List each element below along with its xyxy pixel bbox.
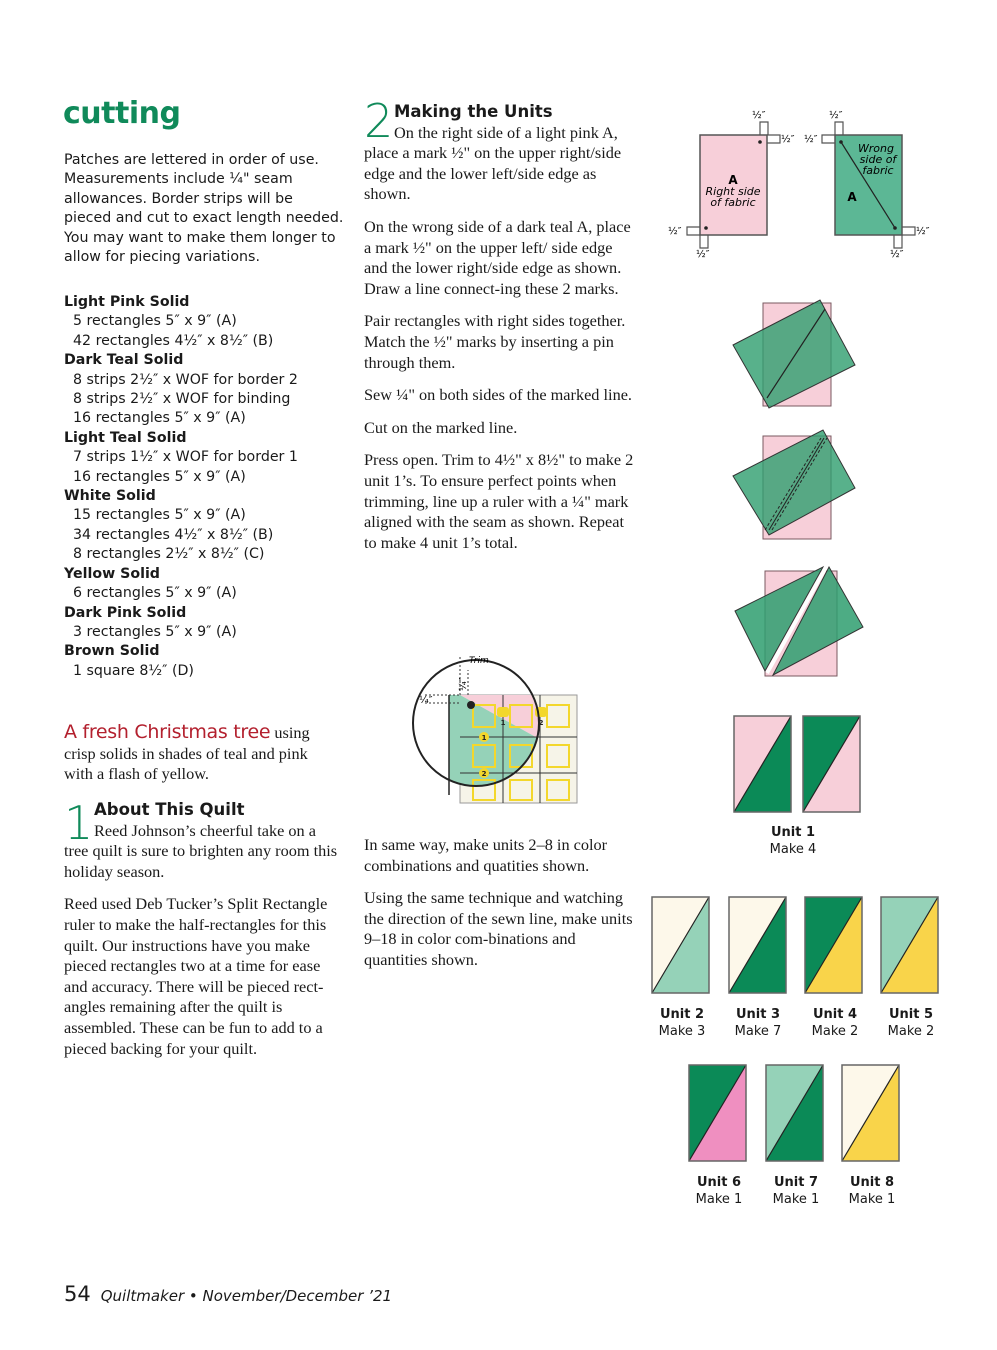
step-paragraph: Sew ¼" on both sides of the marked line. — [364, 385, 633, 405]
unit-caption — [795, 1006, 875, 1040]
right-side-label: of fabric — [710, 196, 756, 209]
unit-name: Unit 8 — [849, 1175, 895, 1190]
unit-8-block — [842, 1065, 899, 1161]
fabric-item: 42 rectangles 4½″ x 8½″ (B) — [73, 332, 274, 349]
pink-letter: A — [728, 173, 738, 187]
wrong-side-label: side of — [859, 153, 897, 166]
cutting-intro: Patches are lettered in order of use. Measurements include ¼" seam allowances. Border strips will be pieced and cut to exact length needed. You may want to make them longer to allow for piecing variations. — [64, 152, 344, 266]
unit-4-block — [805, 897, 862, 993]
unit-quantity: Make 2 — [887, 1024, 935, 1039]
step-paragraph: On the wrong side of a dark teal A, place a mark ½" on the upper left/ side edge and the lower right/side edge as shown. Draw a line connect-ing these 2 marks. — [364, 216, 631, 298]
unit-name: Unit 1 — [770, 825, 816, 840]
unit-quantity: Make 1 — [772, 1192, 820, 1207]
unit-quantity: Make 1 — [848, 1192, 896, 1207]
fabric-item: 8 strips 2½″ x WOF for border 2 — [73, 371, 298, 388]
fabric-name: Yellow Solid — [64, 565, 160, 582]
half-inch-label: ½″ — [829, 110, 843, 121]
half-inch-label: ½″ — [804, 134, 818, 145]
unit-caption — [679, 1174, 759, 1208]
unit-caption — [871, 1006, 951, 1040]
fabric-item: 8 strips 2½″ x WOF for binding — [73, 391, 291, 408]
teal-letter: A — [847, 190, 857, 204]
ruler-mark: 1 — [481, 734, 487, 742]
fabric-item: 6 rectangles 5″ x 9″ (A) — [73, 585, 237, 602]
wrong-side-label: Wrong — [858, 142, 894, 155]
unit-5-block — [881, 897, 938, 993]
fabric-name: Dark Pink Solid — [64, 604, 187, 621]
fabric-item: 8 rectangles 2½″ x 8½″ (C) — [73, 546, 265, 563]
fabric-name: Light Teal Solid — [64, 429, 187, 446]
step-paragraph: On the right side of a light pink A, place a mark ½" on the upper right/side edge and the lower left/side edge as shown. — [364, 122, 622, 204]
half-inch-label: ½″ — [916, 226, 930, 237]
trim-label: Trim — [469, 656, 489, 666]
unit-name: Unit 4 — [812, 1007, 858, 1022]
unit-1a-block — [734, 716, 791, 812]
ruler-mark: 1 — [500, 719, 506, 727]
half-inch-label: ½″ — [890, 249, 904, 260]
unit-name: Unit 3 — [735, 1007, 781, 1022]
step-paragraph: Press open. Trim to 4½" x 8½" to make 2 unit 1’s. To ensure perfect points when trimming, line up a ruler with a ¼" mark aligned with the seam as shown. Repeat to make 4 unit 1’s total. — [364, 450, 634, 552]
intro-lead: A fresh Christmas tree — [64, 721, 271, 743]
cutting-heading: cutting — [63, 96, 181, 131]
unit-quantity: Make 3 — [658, 1024, 706, 1039]
page-footer — [64, 1282, 392, 1306]
step-paragraph: Using the same technique and watching the direction of the sewn line, make units 9–18 in color com-binations and quantities shown. — [364, 888, 633, 969]
unit-quantity: Make 4 — [769, 842, 817, 857]
step-paragraph: Reed Johnson’s cheerful take on a tree quilt is sure to brighten any room this holiday season. — [64, 820, 338, 881]
half-inch-label: ½″ — [696, 249, 710, 260]
ruler-mark: 2 — [538, 719, 544, 727]
fabric-name: Brown Solid — [64, 643, 160, 660]
page-number: 54 — [64, 1282, 91, 1306]
fabric-name: Dark Teal Solid — [64, 352, 184, 369]
publication-info: Quiltmaker • November/December ’21 — [100, 1287, 393, 1305]
unit-name: Unit 6 — [696, 1175, 742, 1190]
fabric-item: 7 strips 1½″ x WOF for border 1 — [73, 449, 298, 466]
step-paragraph: Pair rectangles with right sides together. Match the ½" marks by inserting a pin through them. — [364, 311, 626, 372]
step-number: 2 — [364, 94, 394, 148]
unit-caption — [642, 1006, 722, 1040]
unit-3-block — [729, 897, 786, 993]
fabric-item: 5 rectangles 5″ x 9″ (A) — [73, 313, 237, 330]
wrong-side-label: fabric — [862, 164, 894, 177]
unit-caption — [718, 1006, 798, 1040]
fabric-item: 16 rectangles 5″ x 9″ (A) — [73, 410, 246, 427]
fabric-item: 16 rectangles 5″ x 9″ (A) — [73, 468, 246, 485]
unit-1b-block — [803, 716, 860, 812]
step-paragraph: In same way, make units 2–8 in color combinations and quatities shown. — [364, 835, 608, 875]
step-paragraph: Reed used Deb Tucker’s Split Rectangle ruler to make the half-rectangles for this quilt. Our instructions have you make pieced rectangles two at a time for ease and accuracy. There will be pieced rect-angles remaining after the quilt is assembled. These can be fun to add to a pieced backing for your quilt. — [64, 894, 328, 1058]
half-inch-label: ½″ — [668, 226, 682, 237]
unit-quantity: Make 2 — [811, 1024, 859, 1039]
unit-name: Unit 2 — [659, 1007, 705, 1022]
unit-7-block — [766, 1065, 823, 1161]
unit-caption — [832, 1174, 912, 1208]
unit-name: Unit 7 — [773, 1175, 819, 1190]
fabric-item: 3 rectangles 5″ x 9″ (A) — [73, 623, 237, 640]
step-number: 1 — [64, 796, 94, 850]
unit-quantity: Make 7 — [734, 1024, 782, 1039]
half-inch-label: ½″ — [781, 134, 795, 145]
fabric-name: Light Pink Solid — [64, 294, 190, 310]
fabric-item: 34 rectangles 4½″ x 8½″ (B) — [73, 526, 274, 543]
right-side-label: Right side — [705, 185, 761, 198]
unit-name: Unit 5 — [888, 1007, 934, 1022]
ruler-mark: 2 — [481, 770, 487, 778]
unit-caption — [753, 824, 833, 858]
step-heading: Making the Units — [394, 102, 553, 121]
quarter-inch-label: ¼″ — [419, 695, 433, 706]
unit-6-block — [689, 1065, 746, 1161]
fabric-name: White Solid — [64, 488, 156, 505]
half-inch-label: ½″ — [752, 110, 766, 121]
quarter-inch-label: ¼″ — [458, 677, 469, 691]
fabric-item: 15 rectangles 5″ x 9″ (A) — [73, 507, 246, 524]
step-paragraph: Cut on the marked line. — [364, 417, 518, 437]
fabric-item: 1 square 8½″ (D) — [73, 662, 194, 679]
step-heading: About This Quilt — [94, 800, 245, 819]
unit-caption — [756, 1174, 836, 1208]
unit-quantity: Make 1 — [695, 1192, 743, 1207]
unit-2-block — [652, 897, 709, 993]
intro-text: using crisp solids in shades of teal and pink with a flash of yellow. — [64, 723, 310, 784]
